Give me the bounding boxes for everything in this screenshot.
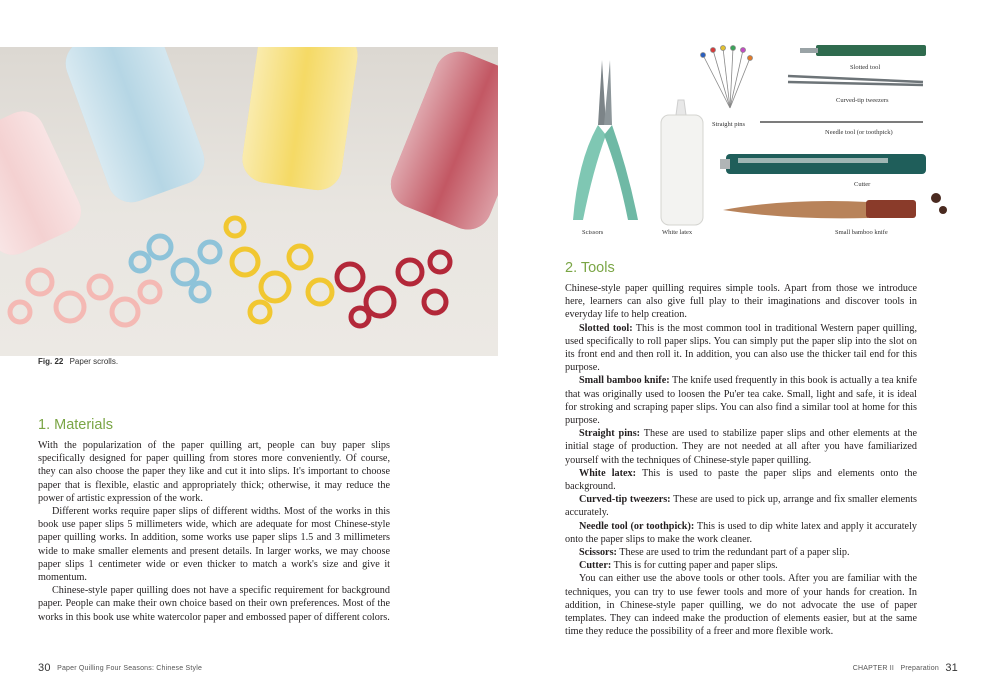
label-white-latex: White latex	[662, 229, 693, 236]
page-number: 30	[38, 662, 51, 674]
label-slotted-tool: Slotted tool	[850, 64, 881, 71]
label-needle-tool: Needle tool (or toothpick)	[825, 129, 893, 136]
materials-body	[38, 439, 390, 624]
paper-scrolls-illustration	[0, 47, 498, 356]
cutter-drawing	[720, 154, 926, 174]
tool-entry-straight-pins	[565, 427, 917, 467]
tool-entry-curved-tweezers	[565, 493, 917, 519]
chapter-label: CHAPTER II	[852, 664, 895, 672]
tool-desc: This is used to paste the paper slips and elements onto the background.	[565, 467, 917, 493]
jar-yellow	[239, 47, 360, 193]
section-title-materials: 1. Materials	[38, 417, 113, 433]
spilled-coils	[10, 218, 450, 326]
tool-desc: The knife used frequently in this book is actually a tea knife that was originally used to loosen the Pu'er tea cake. Small, light and safe, it is ideal for stroking and scraping paper slips. You can also find a similar tool at home for this purpose.	[565, 375, 917, 427]
tools-body	[565, 282, 917, 638]
slotted-tool-drawing	[800, 45, 926, 56]
section-title-tools: 2. Tools	[565, 260, 615, 276]
tool-entry-cutter	[565, 559, 917, 572]
tool-entry-bamboo-knife	[565, 374, 917, 427]
jar-blue	[59, 47, 211, 209]
curved-tweezers-drawing	[788, 76, 923, 85]
tool-entry-white-latex	[565, 467, 917, 493]
white-latex-drawing	[661, 100, 703, 225]
intro-paragraph: Chinese-style paper quilling requires simple tools. Apart from those we introduce here, learners can also give full play to their imaginations and discover tools in everyday life to help creation.	[565, 283, 917, 321]
label-scissors: Scissors	[582, 229, 604, 236]
straight-pins-drawing	[701, 46, 753, 109]
right-page	[498, 0, 996, 699]
figure-caption-text: Paper scrolls.	[69, 357, 119, 366]
running-title: Paper Quilling Four Seasons: Chinese Style	[57, 664, 203, 672]
tool-name: Cutter:	[579, 560, 612, 572]
tools-illustration	[498, 30, 996, 245]
tool-name: Scissors:	[579, 547, 617, 559]
paragraph: Different works require paper slips of different widths. Most of the works in this book use paper slips 5 millimeters wide, which are adequate for most Chinese-style paper quilling works. In addition, some works use paper slips 1.5 and 3 millimeters wide to make smaller elements and present details. In larger works, we may choose paper slips 1 centimeter wide or even thicker to match a work's size and give it momentum.	[38, 506, 390, 584]
footer-left	[38, 662, 202, 674]
figure-caption	[38, 357, 118, 366]
paragraph: With the popularization of the paper quilling art, people can buy paper slips specifically designed for paper quilling from stores more conveniently. Of course, they can also choose the paper they like and cut it into slips. It's important to choose paper that is flexible, elastic and appropriately thick; otherwise, it may reduce the power of artistic expression of the work.	[38, 440, 390, 504]
tool-name: Needle tool (or toothpick):	[579, 520, 695, 532]
jar-red	[384, 47, 498, 237]
tool-name: White latex:	[579, 467, 637, 479]
jar-pink	[0, 104, 88, 262]
tool-name: Curved-tip tweezers:	[579, 494, 671, 506]
page-number: 31	[945, 662, 958, 674]
label-cutter: Cutter	[854, 181, 871, 188]
bamboo-knife-drawing	[723, 193, 947, 218]
tool-name: Small bamboo knife:	[579, 375, 670, 387]
tool-desc: These are used to stabilize paper slips and other elements at the initial stage of production. They are not needed at all after you have familiarized yourself with the techniques of Chinese-style paper quilling.	[565, 428, 917, 466]
tool-name: Slotted tool:	[579, 322, 633, 334]
scissors-drawing	[573, 60, 638, 220]
label-curved-tweezers: Curved-tip tweezers	[836, 97, 889, 104]
tool-name: Straight pins:	[579, 428, 641, 440]
paper-scrolls-photo	[0, 47, 498, 356]
closing-paragraph: You can either use the above tools or other tools. After you are familiar with the techniques, you can try to use fewer tools and more of your hands for creation. In addition, in Chinese-style paper quilling, we do not advocate the use of paper templates. They can indeed make the production of elements easier, but at the same time they reduce the possibility of a freer and more flexible work.	[565, 573, 917, 638]
tool-desc: This is used to dip white latex and apply it accurately onto the paper slips to make the work cleaner.	[565, 520, 917, 545]
tool-desc: This is for cutting paper and paper slips.	[613, 560, 778, 572]
tool-desc: This is the most common tool in traditional Western paper quilling, used specifically to roll paper slips. You can simply put the paper slip into the slot on its front end and then roll it. In addition, you can also use the thicker tail end for this purpose.	[565, 322, 918, 374]
chapter-title: Preparation	[900, 664, 939, 672]
figure-label: Fig. 22	[38, 357, 64, 366]
tool-entry-needle-tool	[565, 520, 917, 546]
tool-entry-slotted	[565, 322, 917, 375]
label-bamboo-knife: Small bamboo knife	[835, 229, 888, 236]
tool-desc: These are used to pick up, arrange and fix smaller elements accurately.	[565, 494, 917, 519]
tool-desc: These are used to trim the redundant part of a paper slip.	[619, 547, 850, 559]
paragraph: Chinese-style paper quilling does not have a specific requirement for background paper. People can make their own choice based on their own preferences. Most of the works in this book use white watercolor paper and embossed paper of different colors.	[38, 585, 390, 623]
footer-right	[853, 662, 958, 674]
label-straight-pins: Straight pins	[712, 121, 746, 128]
tool-entry-scissors	[565, 546, 917, 559]
tools-drawing	[498, 30, 996, 245]
